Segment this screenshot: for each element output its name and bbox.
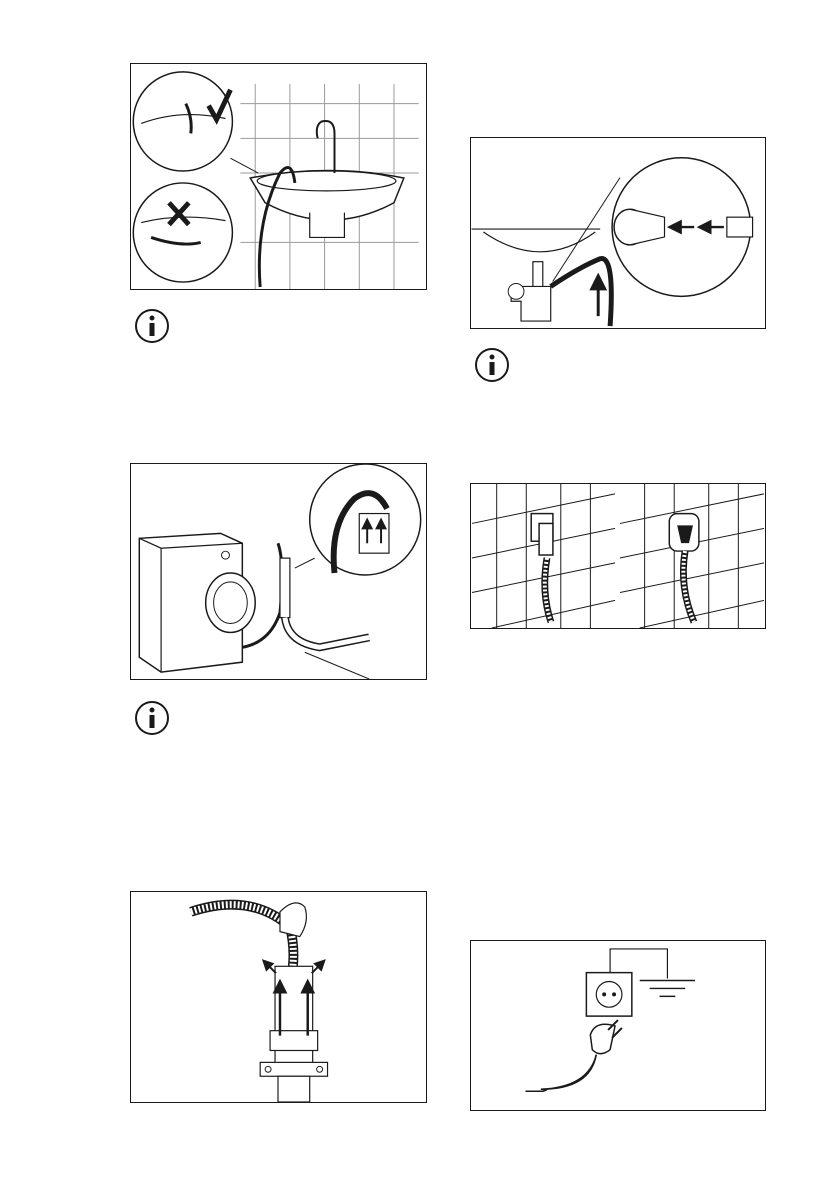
drain-pipe-illustration: [131, 892, 426, 1102]
sink-hose-illustration: [131, 64, 426, 289]
socket-illustration: [471, 941, 765, 1110]
figure-sink-hose: [130, 63, 427, 290]
sink-trap-illustration: [471, 138, 765, 328]
info-icon: [134, 308, 170, 344]
figure-socket: [470, 940, 766, 1111]
info-icon: [474, 347, 510, 383]
info-icon: [134, 700, 170, 736]
wall-drain-illustration: [471, 484, 765, 628]
standpipe-illustration: [131, 464, 426, 679]
figure-drain-pipe: [130, 891, 427, 1103]
figure-standpipe: [130, 463, 427, 680]
figure-wall-drain: [470, 483, 766, 629]
figure-sink-trap: [470, 137, 766, 329]
